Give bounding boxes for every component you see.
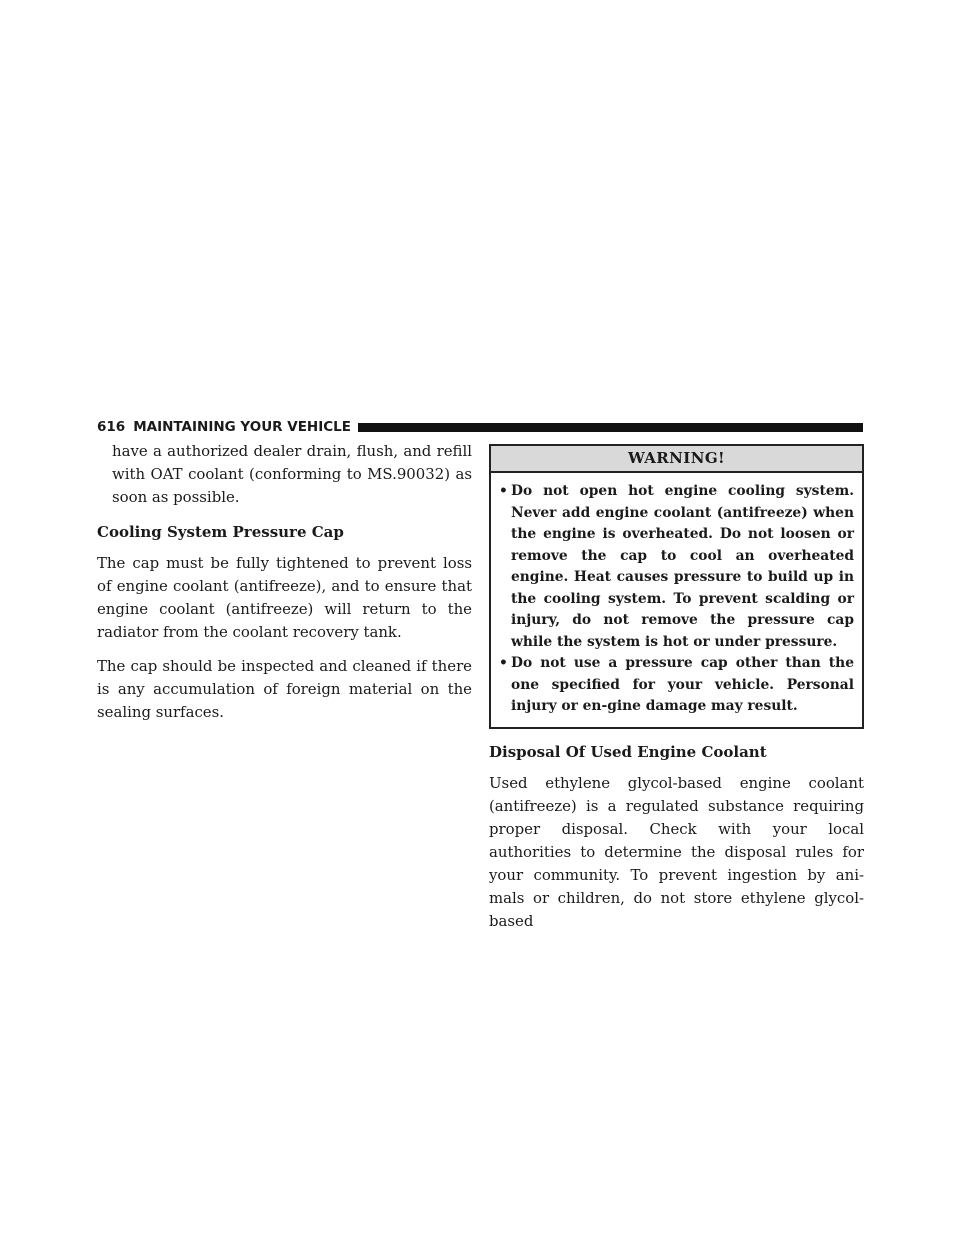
- right-column: [489, 444, 864, 933]
- section-heading-pressure-cap: Cooling System Pressure Cap: [97, 523, 344, 541]
- warning-item-text: Do not open hot engine cooling system. Never add engine coolant (antifreeze) when the engine is overheated. Do not loosen or remove the cap to cool an overheated engine. Heat causes pressure to build up in the cooling system. To prevent scalding or injury, do not remove the pressure cap while the system is hot or under pressure.: [511, 483, 854, 650]
- continued-paragraph: have a authorized dealer drain, flush, and refill with OAT coolant (conforming to MS.90032) as soon as possible.: [112, 442, 472, 506]
- page-header: [97, 417, 863, 437]
- warning-list: [491, 473, 862, 727]
- warning-item: [499, 481, 854, 653]
- header-rule: [358, 423, 863, 432]
- warning-item: [499, 653, 854, 718]
- paragraph-disposal: Used ethylene glycol-based engine coolant (antifreeze) is a regulated substance requiring proper disposal. Check with your local authorities to determine the disposal rules for your community. To prevent ingestion by ani-mals or children, do not store ethylene glycol-based: [489, 773, 864, 930]
- bullet-icon: •: [499, 655, 508, 671]
- page-number: 616: [97, 419, 126, 435]
- bullet-icon: •: [499, 483, 508, 499]
- warning-item-text: Do not use a pressure cap other than the one specified for your vehicle. Personal injury or en-gine damage may result.: [511, 655, 854, 714]
- warning-title: WARNING!: [491, 446, 862, 473]
- paragraph-cap-tightened: The cap must be fully tightened to prevent loss of engine coolant (antifreeze), and to ensure that engine coolant (antifreeze) will return to the radiator from the coolant recovery tank.: [97, 554, 472, 641]
- warning-box: [489, 444, 864, 729]
- left-column: [97, 440, 472, 724]
- section-title: MAINTAINING YOUR VEHICLE: [133, 419, 351, 435]
- section-heading-disposal: Disposal Of Used Engine Coolant: [489, 742, 767, 761]
- paragraph-cap-inspected: The cap should be inspected and cleaned if there is any accumulation of foreign material on the sealing surfaces.: [97, 657, 472, 721]
